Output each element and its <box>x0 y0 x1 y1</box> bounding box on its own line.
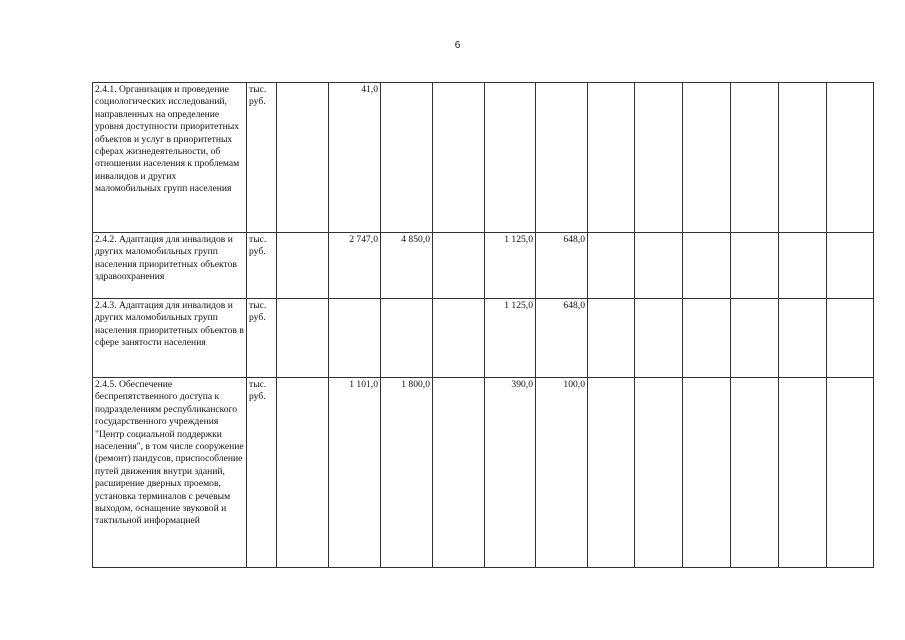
table-row <box>93 299 874 378</box>
value-cell: 2 747,0 <box>329 233 381 299</box>
value-cell <box>433 299 485 378</box>
value-cell <box>433 378 485 568</box>
value-cell <box>588 378 635 568</box>
value-cell <box>827 233 874 299</box>
value-cell <box>635 233 683 299</box>
value-cell <box>381 299 433 378</box>
value-cell <box>277 233 329 299</box>
value-cell <box>381 83 433 233</box>
measure-name-cell: 2.4.5. Обеспечение беспрепятственного доступа к подразделениям республиканского государственного учреждения "Центр социальной поддержки населения", в том числе сооружение (ремонт) пандусов, приспособление путей движения внутри зданий, расширение дверных проемов, установка терминалов с речевым выходом, оснащение звуковой и тактильной информацией <box>93 378 247 568</box>
value-cell <box>277 299 329 378</box>
unit-cell: тыс. руб. <box>247 299 277 378</box>
table-row <box>93 83 874 233</box>
value-cell <box>683 378 731 568</box>
value-cell: 390,0 <box>485 378 536 568</box>
value-cell <box>683 233 731 299</box>
value-cell: 1 101,0 <box>329 378 381 568</box>
value-cell: 4 850,0 <box>381 233 433 299</box>
unit-cell: тыс. руб. <box>247 233 277 299</box>
measure-name-cell: 2.4.2. Адаптация для инвалидов и других маломобильных групп населения приоритетных объектов здравоохранения <box>93 233 247 299</box>
value-cell <box>588 83 635 233</box>
value-cell <box>731 83 779 233</box>
value-cell <box>433 83 485 233</box>
value-cell <box>277 83 329 233</box>
value-cell: 1 125,0 <box>485 299 536 378</box>
unit-cell: тыс. руб. <box>247 83 277 233</box>
value-cell <box>731 233 779 299</box>
value-cell: 648,0 <box>536 299 588 378</box>
value-cell <box>731 378 779 568</box>
budget-table <box>92 82 874 568</box>
value-cell <box>485 83 536 233</box>
value-cell: 1 125,0 <box>485 233 536 299</box>
measure-name-cell: 2.4.3. Адаптация для инвалидов и других маломобильных групп населения приоритетных объектов в сфере занятости населения <box>93 299 247 378</box>
value-cell <box>588 233 635 299</box>
value-cell <box>779 378 827 568</box>
value-cell: 648,0 <box>536 233 588 299</box>
value-cell <box>827 299 874 378</box>
value-cell: 41,0 <box>329 83 381 233</box>
value-cell <box>635 83 683 233</box>
unit-cell: тыс. руб. <box>247 378 277 568</box>
value-cell <box>588 299 635 378</box>
value-cell <box>779 233 827 299</box>
value-cell <box>683 299 731 378</box>
value-cell <box>329 299 381 378</box>
table-row <box>93 378 874 568</box>
value-cell <box>635 378 683 568</box>
value-cell <box>277 378 329 568</box>
value-cell <box>433 233 485 299</box>
measure-name-cell: 2.4.1. Организация и проведение социологических исследований, направленных на определение уровня доступности приоритетных объектов и услуг в приоритетных сферах жизнедеятельности, об отношении населения к проблемам инвалидов и других маломобильных групп населения <box>93 83 247 233</box>
table-row <box>93 233 874 299</box>
value-cell: 1 800,0 <box>381 378 433 568</box>
page-number: 6 <box>454 40 461 51</box>
value-cell <box>683 83 731 233</box>
value-cell <box>635 299 683 378</box>
value-cell <box>827 378 874 568</box>
value-cell <box>827 83 874 233</box>
value-cell <box>731 299 779 378</box>
value-cell <box>536 83 588 233</box>
value-cell <box>779 83 827 233</box>
value-cell: 100,0 <box>536 378 588 568</box>
value-cell <box>779 299 827 378</box>
